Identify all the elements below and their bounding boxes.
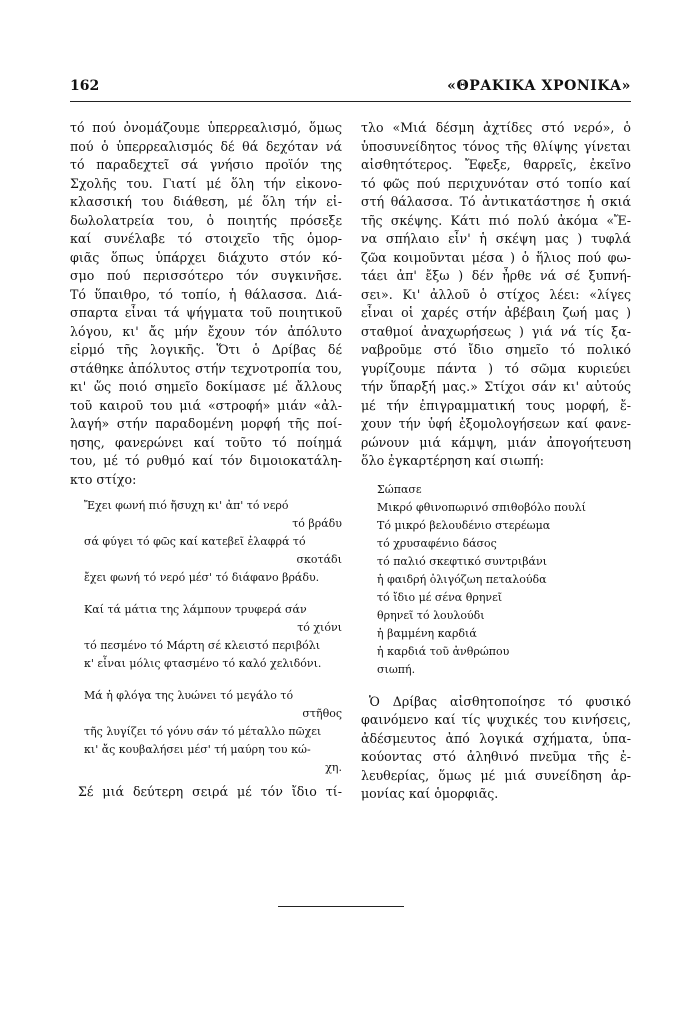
running-header	[70, 78, 631, 98]
text-line: αἰσθητότερος. Ἔφεξε, θαρρεῖς, ἐκεῖνο	[361, 157, 631, 172]
poem-line: θρηνεῖ τό λουλούδι	[377, 608, 485, 622]
text-line: ναβροῦμε στό ἴδιο σημεῖο τό πολικό	[361, 342, 631, 357]
text-line: εἱρμό τῆς λογικῆς. Ὅτι ὁ Δρίβας δέ	[70, 342, 342, 357]
text-line: σπαρτα εἶναι τά ψήγματα τοῦ ποιητικοῦ	[70, 305, 342, 320]
text-line: στάθηκε ἀπόλυτος στήν τεχνοτροπία του,	[70, 360, 342, 376]
poem-line: τό ἴδιο μέ σένα θρηνεῖ	[377, 590, 503, 604]
text-line: Σχολῆς του. Γιατί μέ ὅλη τήν εἰκονο-	[70, 175, 342, 191]
text-line: λευθερίας, ὅμως μέ μιά συνείδηση ἁρ-	[361, 767, 631, 783]
poem-line: τό παλιό σκεφτικό συντριβάνι	[377, 554, 547, 568]
text-line: ὅλο ἐγκαρτέρηση καί σιωπή:	[361, 453, 544, 468]
text-line: τλο «Μιά δέσμη ἀχτίδες στό νερό», ὁ	[361, 120, 631, 135]
text-line: κούοντας στό ἀληθινό πνεῦμα τῆς ἐ-	[361, 749, 631, 764]
text-line: κτο στίχο:	[70, 471, 137, 487]
text-line: λαγή» στήν παραδομένη μορφή τῆς ποί-	[70, 416, 342, 431]
poem-line: Μικρό φθινοπωρινό σπιθοβόλο πουλί	[377, 500, 586, 514]
text-line: τό πού ὀνομάζουμε ὑπερρεαλισμό, ὅμως	[70, 120, 342, 135]
poem-line: Ἔχει φωνή πιό ἤσυχη κι' ἀπ' τό νερό	[84, 499, 289, 512]
stanza-gap	[84, 587, 342, 601]
text-line: τῆς σκέψης. Κάτι πιό πολύ ἀκόμα «Ἔ-	[361, 212, 631, 228]
poem-line: ἡ βαμμένη καρδιά	[377, 626, 477, 640]
right-paragraph-1	[361, 119, 631, 471]
poem-line: κ' εἶναι μόλις φτασμένο τό καλό χελιδόνι.	[84, 657, 322, 670]
text-line: Τό ὕπαιθρο, τό τοπίο, ἡ θάλασσα. Διά-	[70, 286, 342, 302]
spacer	[361, 679, 631, 693]
left-column	[70, 119, 342, 802]
text-line: ἀδέσμευτος ἀπό λογικά σχήματα, ὑπα-	[361, 730, 631, 746]
text-line: σει». Κι' ἀλλοῦ ὁ στίχος λέει: «λίγες	[361, 286, 631, 302]
poem-line: τό βράδυ	[292, 517, 342, 530]
text-line: τήν ὕπαρξή μας.» Στίχοι σάν κι' αὐτούς	[361, 379, 631, 394]
text-line: μέ τήν ἐπιγραμματική τους μορφή, ἔ-	[361, 397, 631, 413]
end-rule	[278, 906, 404, 907]
text-line: ησης, φανερώνει καί τοῦτο τό ποίημά	[70, 434, 342, 450]
text-line: λόγου, κι' ἄς μήν ἔχουν τόν ἀπόλυτο	[70, 323, 342, 339]
poem-line: τό χιόνι	[297, 621, 342, 634]
text-line: του, μέ τό ρυθμό καί τόν διμοιοκατάλη-	[70, 453, 342, 468]
header-rule	[70, 101, 631, 102]
poem-line: τό χρυσαφένιο δάσος	[377, 536, 497, 550]
text-line: μονίας καί ὁμορφιᾶς.	[361, 786, 499, 801]
poem-line: στῆθος	[302, 707, 342, 720]
poem-line: ἡ φαιδρή ὀλιγόζωη πεταλούδα	[377, 572, 547, 586]
poem-line: τό πεσμένο τό Μάρτη σέ κλειστό περιβόλι	[84, 639, 321, 652]
right-paragraph-2	[361, 693, 631, 804]
poem-line: Τό μικρό βελουδένιο στερέωμα	[377, 518, 551, 532]
text-line: γυρίζουμε πάντα ) τό σῶμα κυριεύει	[361, 360, 631, 376]
left-paragraph-1	[70, 119, 342, 489]
poem-line: Καί τά μάτια της λάμπουν τρυφερά σάν	[84, 603, 307, 616]
text-line: ζῶα κοιμοῦνται μέσα ) ὁ ἥλιος πού φω-	[361, 249, 631, 265]
text-line: ὑποσυνείδητος τόνος τῆς θλίψης γίνεται	[361, 138, 631, 154]
text-line: τοῦ καιροῦ του μιά «στροφή» μιάν «ἀλ-	[70, 397, 342, 413]
left-poem	[70, 497, 342, 777]
stanza-gap	[84, 673, 342, 687]
text-line: Ὁ Δρίβας αἰσθητοποίησε τό φυσικό	[369, 693, 631, 709]
poem-line: σά φύγει τό φῶς καί κατεβεῖ ἐλαφρά τό	[84, 535, 306, 548]
text-line: να σπήλαιο εἶν' ἡ σκέψη μας ) τυφλά	[361, 231, 631, 246]
page-number: 162	[70, 78, 100, 94]
text-line: χουν τήν ὑφή ἐξομολογήσεων καί φανε-	[361, 416, 631, 431]
text-line: πού ὁ ὑπερρεαλισμός δέ θά δεχόταν νά	[70, 138, 342, 154]
poem-line: κι' ἄς κουβαλήσει μέσ' τή μαύρη του κώ-	[84, 743, 311, 756]
text-line: φιᾶς ὅπως ὑπάρχει διάχυτο στόν κό-	[70, 249, 342, 265]
poem-line: ἔχει φωνή τό νερό μέσ' τό διάφανο βράδυ.	[84, 571, 320, 584]
left-paragraph-2: Σέ μιά δεύτερη σειρά μέ τόν ἴδιο τί-	[78, 784, 342, 799]
text-line: σμο πού περισσότερο τόν συγκινῆσε.	[70, 268, 342, 283]
poem-line: τῆς λυγίζει τό γόνυ σάν τό μέταλλο πῶχει	[84, 725, 322, 738]
text-line: σταθμοί ἀναχωρήσεως ) γιά νά τίς ξα-	[361, 323, 631, 339]
text-line: τό φῶς πού περιχυνόταν στό τοπίο καί	[361, 175, 631, 191]
poem-line: σκοτάδι	[296, 553, 342, 566]
text-line: κλασσική του διάθεση, μέ ὅλη τήν εἰ-	[70, 194, 342, 209]
text-line: τάει ἀπ' ἔξω ) δέν ἦρθε νά σέ ξυπνή-	[361, 268, 631, 283]
poem-line: Σώπασε	[377, 482, 422, 496]
text-line: τό παραδεχτεῖ σά γνήσιο προϊόν της	[70, 157, 342, 172]
running-title: «ΘΡΑΚΙΚΑ ΧΡΟΝΙΚΑ»	[447, 78, 631, 94]
text-line: φαινόμενο καί τίς ψυχικές του κινήσεις,	[361, 712, 631, 727]
poem-line: Μά ἡ φλόγα της λυώνει τό μεγάλο τό	[84, 689, 294, 702]
text-line: καί συνέλαβε τό στοιχεῖο τῆς ὁμορ-	[70, 231, 342, 246]
poem-line: σιωπή.	[377, 662, 416, 676]
right-column	[361, 119, 631, 804]
right-poem	[361, 481, 631, 679]
poem-line: χη.	[325, 761, 342, 774]
text-line: στή θάλασσα. Τό ἀντικατάστησε ἡ σκιά	[361, 194, 631, 209]
text-line: κι' ὥς ποιό σημεῖο δοκίμασε μέ ἄλλους	[70, 379, 342, 394]
poem-line: ἡ καρδιά τοῦ ἀνθρώπου	[377, 644, 510, 658]
text-line: ρώνουν μιά κάμψη, μιάν ἀπογοήτευση	[361, 434, 631, 450]
text-line: δωλολατρεία του, ὁ ποιητής πρόσεξε	[70, 212, 342, 228]
text-line: εἶναι οἱ χαρές στήν ἀβέβαιη ζωή μας )	[361, 305, 631, 320]
